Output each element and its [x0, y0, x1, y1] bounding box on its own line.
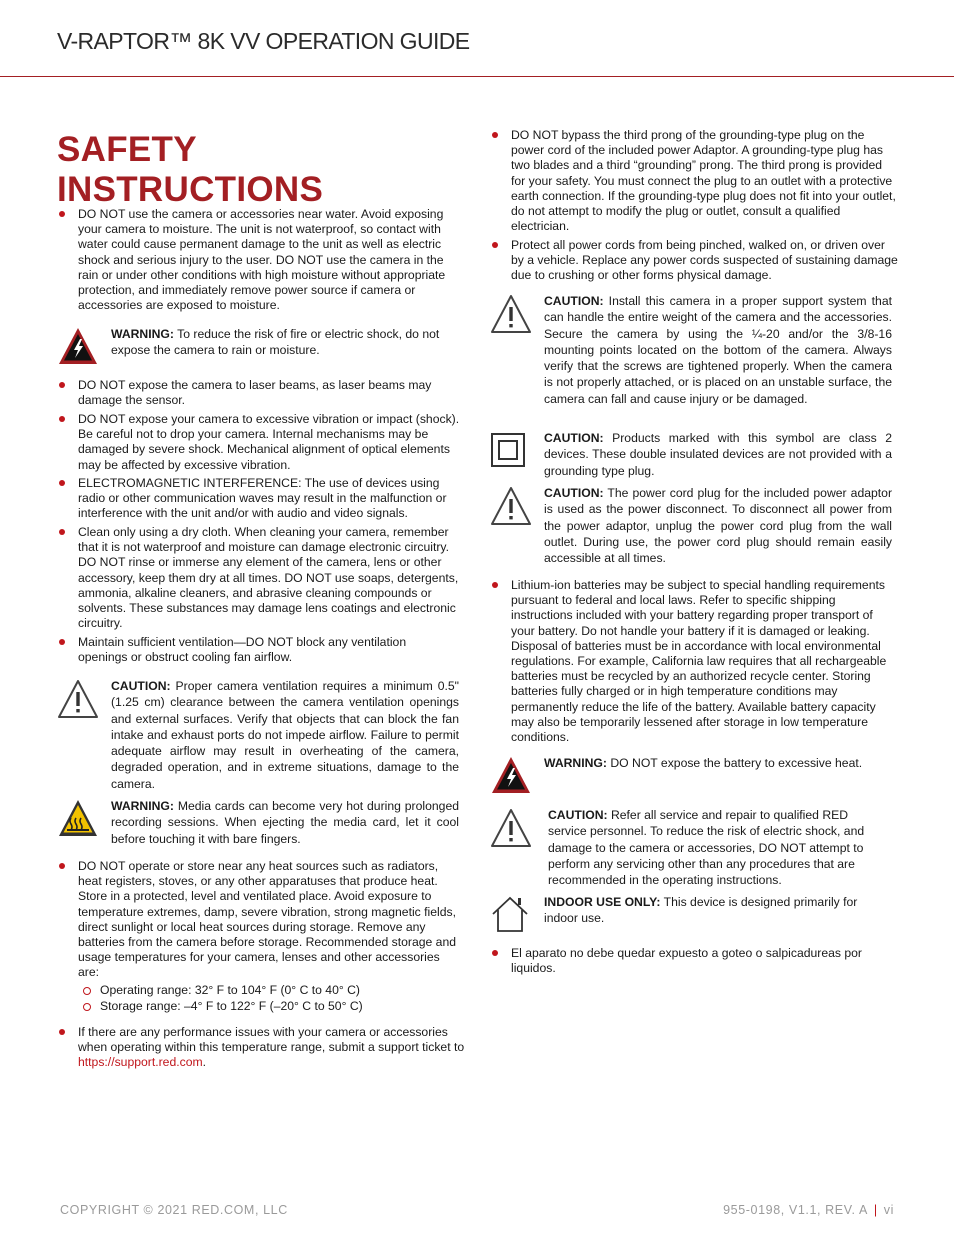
indoor-use-text: INDOOR USE ONLY: This device is designed primarily for indoor use.: [544, 895, 858, 926]
bullet-ventilation: Maintain sufficient ventilation—DO NOT block any ventilation openings or obstruct cooling fan airflow.: [57, 635, 437, 665]
electric-shock-warning-icon: [490, 755, 532, 797]
bullet-lithium-batteries: Lithium-ion batteries may be subject to special handling requirements pursuant to federal and local laws. Refer to specific shipping instructions included with your battery regarding proper transport of your battery. Do not handle your battery if it is damaged or leaking. Disposal of batteries must be in accordance with local environmental regulations. For example, California law requires that all rechargeable batteries must be recycled by an authorized recycle center. Storing batteries fully charged or in high temperature conditions may permanently reduce the life of the battery. Available battery capacity may also be temporarily lessened after storage in low temperature conditions.: [490, 578, 898, 745]
caution-ventilation-text: CAUTION: Proper camera ventilation requires a minimum 0.5" (1.25 cm) clearance between the camera ventilation openings and external surfaces. Verify that objects that can block the fan intake and exhaust ports do not impede airflow. Failure to permit adequate airflow may result in overheating of the camera, degraded operation, and in extreme situations, damage to the camera.: [111, 679, 459, 791]
warning-battery-heat-text: WARNING: DO NOT expose the battery to excessive heat.: [544, 756, 863, 770]
support-link[interactable]: https://support.red.com: [78, 1055, 203, 1070]
bullet-power-cords: Protect all power cords from being pinched, walked on, or driven over by a vehicle. Replace any power cords suspected of sustaining damage due to crushing or other forms physical damage.: [490, 238, 898, 284]
sub-storage-range: Storage range: –4° F to 122° F (–20° C to 50° C): [57, 999, 467, 1014]
caution-class-2-text: CAUTION: Products marked with this symbol are class 2 devices. These double insulated devices are not provided with a grounding type plug.: [544, 431, 892, 478]
house-icon: [490, 894, 532, 936]
double-insulated-icon: [490, 430, 532, 472]
electric-shock-warning-icon: [57, 326, 99, 368]
caution-class-2: [490, 430, 898, 480]
page-number: vi: [883, 1203, 894, 1217]
document-title: V-RAPTOR™ 8K VV OPERATION GUIDE: [57, 28, 470, 54]
caution-support-system: [490, 293, 898, 423]
caution-service-text: CAUTION: Refer all service and repair to qualified RED service personnel. To reduce the risk of electric shock, and damage to the camera or accessories, DO NOT attempt to perform any servicing other than any procedures that are recommended in the operating instructions.: [548, 808, 865, 888]
footer-copyright: COPYRIGHT © 2021 RED.COM, LLC: [60, 1203, 288, 1217]
caution-power-disconnect-text: CAUTION: The power cord plug for the included power adaptor is used as the power disconnect. To disconnect all power from the power adaptor, unplug the power cord plug from the wall outlet. During use, the power cord plug should remain easily accessible at all times.: [544, 486, 892, 566]
bullet-heat-sources: DO NOT operate or store near any heat sources such as radiators, heat registers, stoves, or any other apparatuses that produce heat. Store in a protected, level and ventilated place. Avoid exposure to temperature extremes, damp, severe vibration, strong magnetic fields, direct sunlight or local heat sources during storage. Remove any batteries from the camera before storage. Recommended storage and usage temperatures for your camera, lenses and other accessories are:: [57, 859, 462, 981]
caution-ventilation: [57, 678, 467, 793]
sub-operating-range: Operating range: 32° F to 104° F (0° C to 40° C): [57, 983, 467, 998]
footer-doc-info: [723, 1203, 894, 1217]
bullet-cleaning: Clean only using a dry cloth. When cleaning your camera, remember that it is not waterproof and moisture can damage electronic circuitry. DO NOT rinse or immerse any element of the camera, lens or other accessory, keep them dry at all times. DO NOT use soaps, detergents, ammonia, alkaline cleaners, and abrasive cleaning compounds or solvents. These substances may damage lens coatings and electronic circuitry.: [57, 525, 467, 631]
caution-icon: [490, 807, 532, 849]
warning-hot-surface: [57, 798, 467, 848]
warning-rain-text: WARNING: To reduce the risk of fire or electric shock, do not expose the camera to rain or moisture.: [111, 327, 440, 358]
warning-rain: [57, 326, 467, 366]
caution-support-system-text: CAUTION: Install this camera in a proper support system that can handle the entire weight of the camera and the accessories. Secure the camera by using the ¼-20 and/or the 3/8-16 mounting points located on the bottom of the camera. Always verify that the screws are tightened properly. When the camera is not properly attached, or is placed on an unstable surface, the camera can fall and cause injury or be damaged.: [544, 294, 892, 406]
warning-battery-heat: [490, 755, 898, 797]
caution-icon: [57, 678, 99, 720]
bullet-spanish-notice: El aparato no debe quedar expuesto a goteo o salpicadureas por liquidos.: [490, 946, 898, 976]
doc-number: 955-0198, V1.1, REV. A: [723, 1203, 868, 1217]
page-header: [0, 0, 954, 77]
indoor-use-notice: [490, 894, 898, 936]
footer-separator: |: [873, 1203, 878, 1217]
warning-hot-surface-text: WARNING: Media cards can become very hot during prolonged recording sessions. When ejecting the media card, let it cool before touching it with bare fingers.: [111, 799, 459, 846]
caution-icon: [490, 293, 532, 335]
page-title: SAFETY INSTRUCTIONS: [57, 130, 324, 209]
bullet-vibration: DO NOT expose your camera to excessive vibration or impact (shock). Be careful not to drop your camera. Internal mechanisms may be damaged by severe shock. Mechanical alignment of optical elements may be affected by excessive vibration.: [57, 412, 467, 473]
bullet-laser: DO NOT expose the camera to laser beams, as laser beams may damage the sensor.: [57, 378, 457, 408]
caution-service: [490, 807, 898, 892]
hot-surface-icon: [57, 798, 99, 840]
bullet-support-ticket: If there are any performance issues with your camera or accessories when operating within this temperature range, submit a support ticket to https://support.red.com.: [57, 1025, 467, 1071]
caution-icon: [490, 485, 532, 527]
bullet-grounding-plug: DO NOT bypass the third prong of the grounding-type plug on the power cord of the included power Adaptor. A grounding-type plug has two blades and a third “grounding” prong. The third prong is provided for your safety. You must connect the plug to an outlet with a protective earth connection. If the grounding-type plug does not fit into your outlet, do not attempt to modify the plug or outlet, consult a qualified electrician.: [490, 128, 898, 234]
bullet-water: DO NOT use the camera or accessories near water. Avoid exposing your camera to moisture. The unit is not waterproof, so contact with water could cause permanent damage to the unit as well as electric shock and serious injury to the user. DO NOT use the camera in the rain or under other conditions with high moisture without appropriate protection, and immediately remove power source if camera or accessories are exposed to moisture.: [57, 207, 467, 313]
bullet-interference: ELECTROMAGNETIC INTERFERENCE: The use of devices using radio or other communication waves may result in the malfunction or interference with the unit and/or with audio and video signals.: [57, 476, 467, 522]
caution-power-disconnect: [490, 485, 898, 570]
